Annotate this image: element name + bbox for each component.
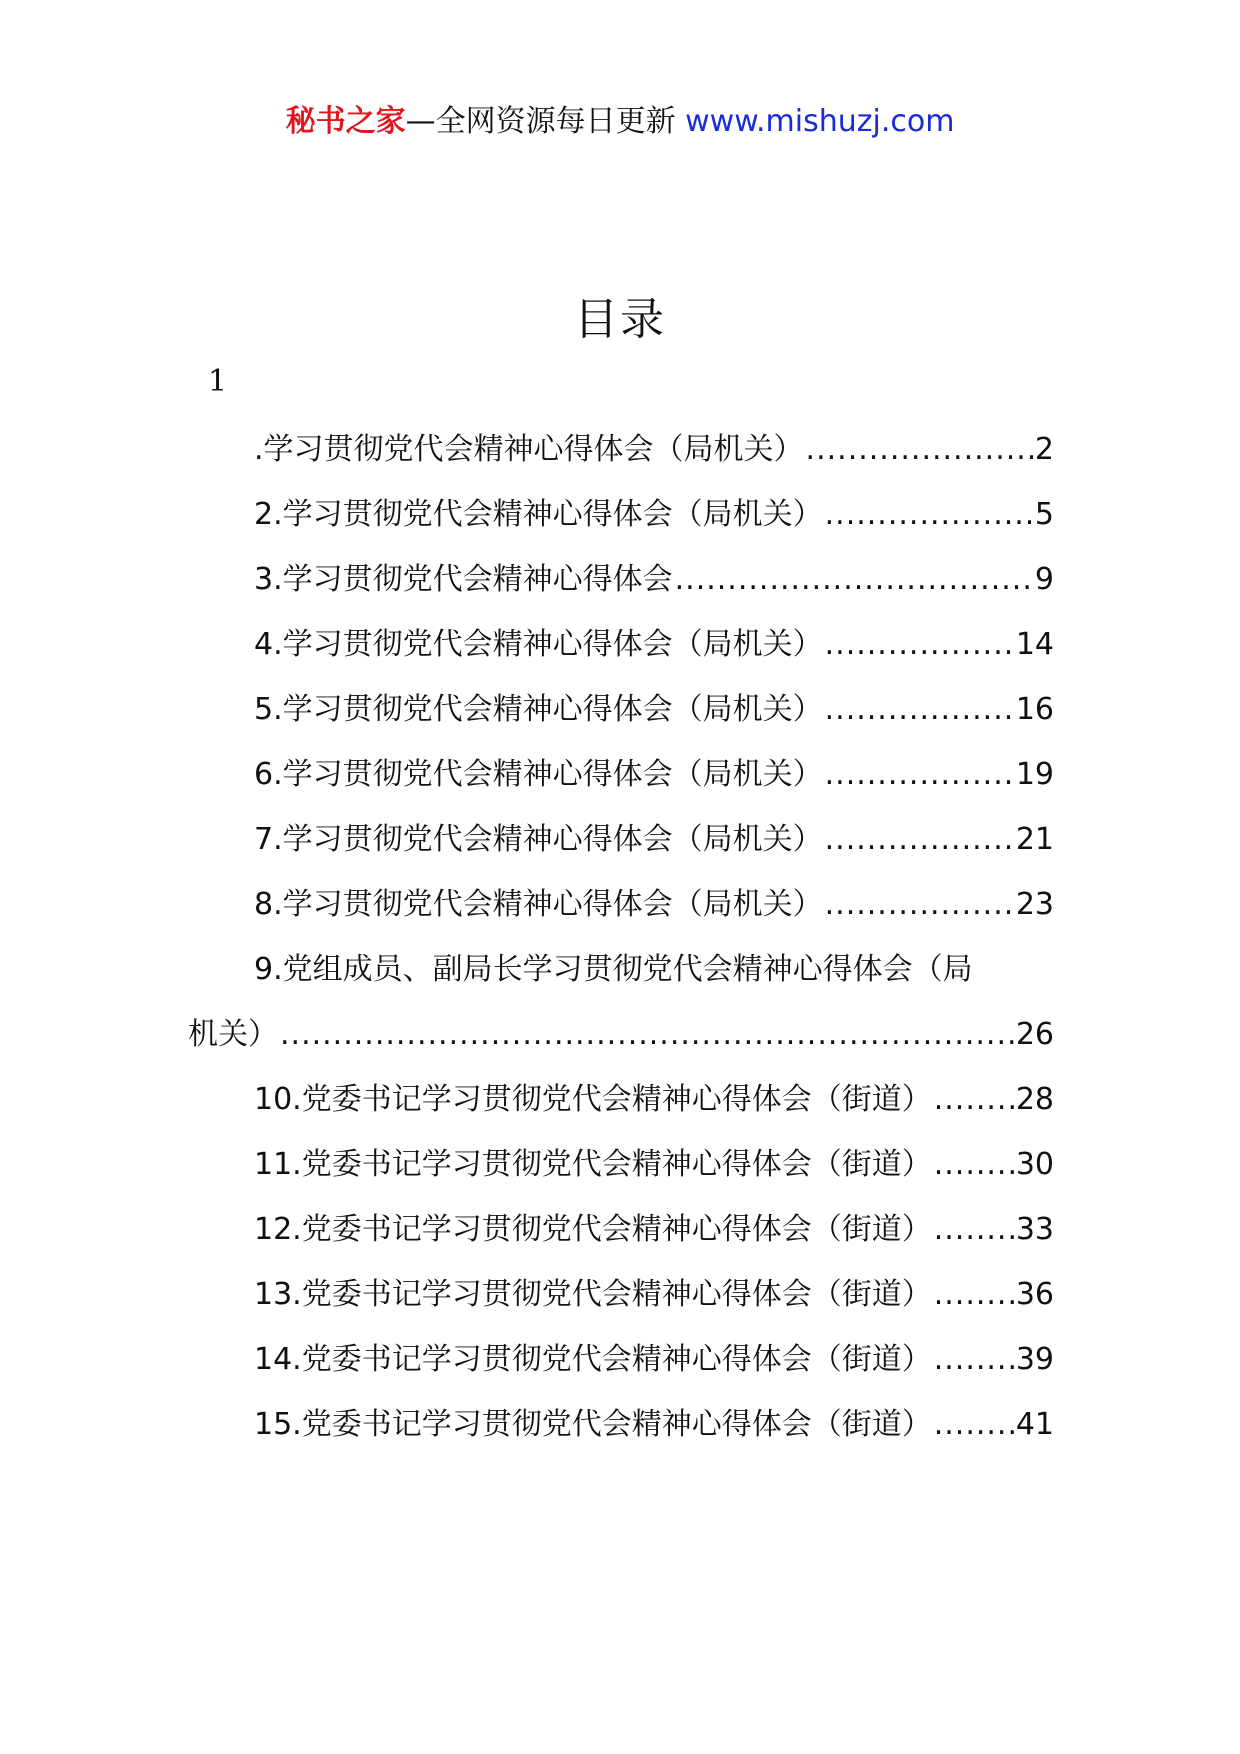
dot-leader	[934, 1145, 1014, 1185]
dot-leader	[934, 1210, 1014, 1250]
toc-entry-text: 4.学习贯彻党代会精神心得体会（局机关）	[254, 627, 823, 662]
toc-page-number: 16	[1015, 692, 1054, 727]
dot-leader	[934, 1080, 1014, 1120]
website-link[interactable]: www.mishuzj.com	[685, 104, 955, 139]
toc-entry[interactable]	[188, 1275, 1054, 1340]
toc-entry-text: .学习贯彻党代会精神心得体会（局机关）	[254, 432, 804, 467]
toc-page-number: 39	[1015, 1342, 1054, 1377]
toc-entry[interactable]	[188, 625, 1054, 690]
toc-entry[interactable]	[188, 950, 1054, 1080]
toc-page-number: 9	[1034, 562, 1054, 597]
dot-leader	[825, 625, 1014, 665]
toc-page-number: 41	[1015, 1407, 1054, 1442]
toc-page-number: 19	[1015, 757, 1054, 792]
dot-leader	[934, 1340, 1014, 1380]
toc-title: 目录	[574, 294, 666, 345]
toc-entry[interactable]	[188, 1210, 1054, 1275]
toc-entry-text: 10.党委书记学习贯彻党代会精神心得体会（街道）	[254, 1082, 932, 1117]
toc-entry-text: 8.学习贯彻党代会精神心得体会（局机关）	[254, 887, 823, 922]
toc-entry[interactable]	[188, 495, 1054, 560]
dot-leader	[825, 495, 1033, 535]
toc-entry[interactable]	[188, 1145, 1054, 1210]
toc-entry[interactable]	[188, 1405, 1054, 1470]
toc-entry-text: 7.学习贯彻党代会精神心得体会（局机关）	[254, 822, 823, 857]
toc-page-number: 28	[1015, 1082, 1054, 1117]
toc-entry[interactable]	[188, 820, 1054, 885]
dot-leader	[675, 560, 1033, 600]
stray-number: 1	[208, 364, 228, 399]
toc-entry[interactable]	[188, 885, 1054, 950]
toc-page-number: 30	[1015, 1147, 1054, 1182]
toc-entry[interactable]	[188, 430, 1054, 495]
toc-entry[interactable]	[188, 560, 1054, 625]
dot-leader	[825, 885, 1014, 925]
toc-entry[interactable]	[188, 755, 1054, 820]
dot-leader	[825, 690, 1014, 730]
toc-list	[188, 430, 1054, 1470]
dot-leader	[806, 430, 1033, 470]
page-header	[0, 100, 1240, 144]
dot-leader	[934, 1275, 1014, 1315]
toc-page-number: 26	[1015, 1017, 1054, 1052]
toc-entry-text: 5.学习贯彻党代会精神心得体会（局机关）	[254, 692, 823, 727]
header-tagline: —全网资源每日更新	[405, 104, 676, 139]
toc-entry[interactable]	[188, 690, 1054, 755]
toc-page-number: 33	[1015, 1212, 1054, 1247]
toc-page-number: 36	[1015, 1277, 1054, 1312]
toc-entry-text: 2.学习贯彻党代会精神心得体会（局机关）	[254, 497, 823, 532]
toc-entry[interactable]	[188, 1080, 1054, 1145]
toc-entry[interactable]	[188, 1340, 1054, 1405]
brand-name: 秘书之家	[285, 104, 406, 139]
dot-leader	[825, 820, 1014, 860]
dot-leader	[825, 755, 1014, 795]
toc-entry-text: 3.学习贯彻党代会精神心得体会	[254, 562, 673, 597]
toc-entry-text: 13.党委书记学习贯彻党代会精神心得体会（街道）	[254, 1277, 932, 1312]
toc-page-number: 2	[1034, 432, 1054, 467]
toc-entry-continuation	[188, 1015, 1054, 1080]
toc-entry-text: 15.党委书记学习贯彻党代会精神心得体会（街道）	[254, 1407, 932, 1442]
toc-page-number: 21	[1015, 822, 1054, 857]
toc-page-number: 5	[1034, 497, 1054, 532]
toc-entry-text: 9.党组成员、副局长学习贯彻党代会精神心得体会（局	[254, 952, 973, 987]
toc-page-number: 23	[1015, 887, 1054, 922]
toc-entry-text: 14.党委书记学习贯彻党代会精神心得体会（街道）	[254, 1342, 932, 1377]
toc-page-number: 14	[1015, 627, 1054, 662]
toc-entry-text: 11.党委书记学习贯彻党代会精神心得体会（街道）	[254, 1147, 932, 1182]
dot-leader	[934, 1405, 1014, 1445]
toc-entry-text: 6.学习贯彻党代会精神心得体会（局机关）	[254, 757, 823, 792]
dot-leader	[280, 1015, 1014, 1055]
toc-entry-text-continued: 机关）	[188, 1017, 278, 1052]
toc-entry-text: 12.党委书记学习贯彻党代会精神心得体会（街道）	[254, 1212, 932, 1247]
